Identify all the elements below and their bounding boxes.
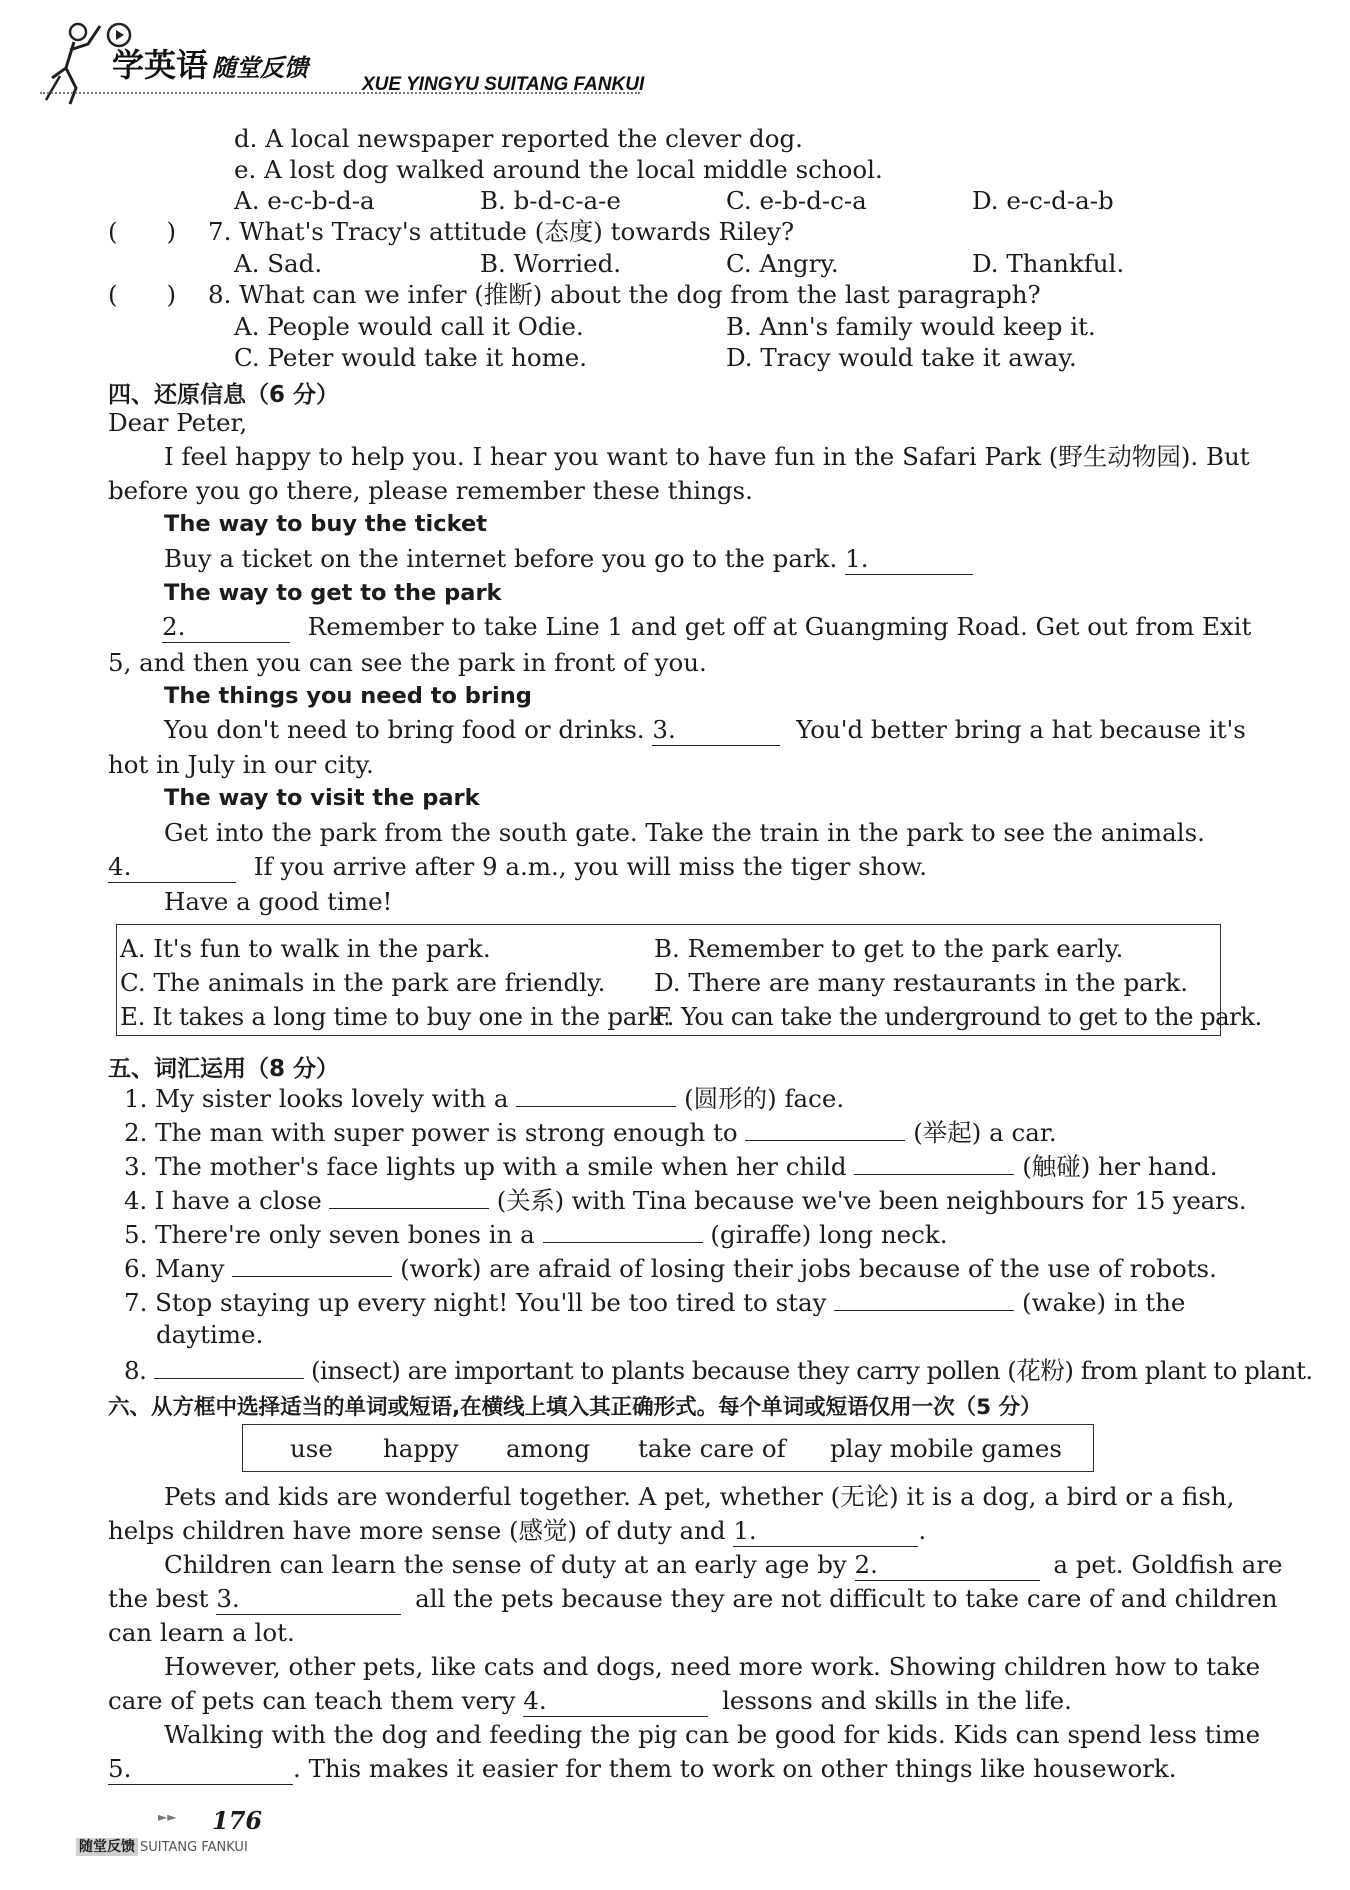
header-pinyin: XUE YINGYU SUITANG FANKUI: [362, 74, 645, 95]
s6-blank-3-label: 3.: [216, 1584, 240, 1613]
letter-closing: Have a good time!: [164, 887, 393, 916]
q6-option-d: d. A local newspaper reported the clever dog.: [234, 124, 803, 153]
s5-item-7-cont: daytime.: [156, 1320, 264, 1349]
s6-para2-line3: can learn a lot.: [108, 1618, 295, 1647]
header-title-cn: 学英语: [112, 46, 209, 84]
blank-4-3-label: 3.: [652, 715, 676, 744]
footer-brand: [76, 1836, 248, 1856]
q7-choice-d: D. Thankful.: [972, 249, 1125, 278]
s6-para4-line2: [108, 1754, 1177, 1785]
s5-item-4-pre: 4. I have a close: [124, 1186, 322, 1215]
s6-para3-text1: care of pets can teach them very: [108, 1686, 516, 1715]
s5-item-3-post: her hand.: [1098, 1152, 1218, 1181]
s6-blank-4[interactable]: [523, 1686, 708, 1717]
word-bank-happy: happy: [383, 1434, 459, 1463]
things-bring-line2: hot in July in our city.: [108, 750, 374, 779]
s4-option-b: B. Remember to get to the park early.: [654, 934, 1124, 963]
s5-item-8: [124, 1354, 1313, 1386]
s5-item-8-pre: 8.: [124, 1356, 147, 1385]
subheading-get-to-park: The way to get to the park: [164, 580, 502, 606]
page-header: [40, 18, 660, 108]
s5-blank-5[interactable]: [543, 1218, 703, 1243]
s6-para4-line1: Walking with the dog and feeding the pig can be good for kids. Kids can spend less time: [164, 1720, 1261, 1749]
s6-blank-2[interactable]: [855, 1550, 1040, 1581]
q7-choice-c: C. Angry.: [726, 249, 839, 278]
s6-para2-line2: [108, 1584, 1277, 1615]
s6-period-1: .: [918, 1516, 927, 1545]
s5-item-1-post: face.: [784, 1084, 845, 1113]
s6-para2-text2: a pet. Goldfish are: [1053, 1550, 1283, 1579]
s5-item-1: [124, 1082, 844, 1114]
s5-item-8-hint: (insect): [310, 1356, 401, 1385]
s6-para2-line1: [164, 1550, 1282, 1581]
runner-logo-icon: [40, 18, 110, 110]
blank-4-1-label: 1.: [845, 544, 869, 573]
subheading-visit-park: The way to visit the park: [164, 785, 480, 811]
s6-para1-text: helps children have more sense (感觉) of duty and: [108, 1516, 726, 1545]
q8-choice-a: A. People would call it Odie.: [234, 312, 584, 341]
subheading-things-bring: The things you need to bring: [164, 683, 532, 709]
s5-item-7-hint: (wake): [1022, 1288, 1107, 1317]
s5-item-6-hint: (work): [400, 1254, 482, 1283]
get-to-park-line1: [162, 612, 1251, 643]
things-bring-text2: You'd better bring a hat because it's: [796, 715, 1246, 744]
s6-para2-text1: Children can learn the sense of duty at an early age by: [164, 1550, 847, 1579]
things-bring-line1: [164, 715, 1246, 746]
blank-4-2[interactable]: [162, 612, 290, 643]
s5-blank-6[interactable]: [232, 1252, 392, 1277]
s4-option-c: C. The animals in the park are friendly.: [120, 968, 606, 997]
s6-para2-text4: all the pets because they are not difficult to take care of and children: [415, 1584, 1278, 1613]
s6-blank-1-label: 1.: [733, 1516, 757, 1545]
s6-para1-line1: Pets and kids are wonderful together. A pet, whether (无论) it is a dog, a bird or a fish,: [164, 1482, 1235, 1511]
q6-option-e: e. A lost dog walked around the local middle school.: [234, 155, 883, 184]
s5-item-2-hint: (举起): [913, 1118, 982, 1147]
word-bank-among: among: [506, 1434, 591, 1463]
visit-park-text2: If you arrive after 9 a.m., you will miss the tiger show.: [253, 852, 928, 881]
word-bank-use: use: [290, 1434, 333, 1463]
letter-para1-line1: I feel happy to help you. I hear you want to have fun in the Safari Park (野生动物园). But: [164, 442, 1250, 471]
q7-answer-paren[interactable]: ( ): [108, 217, 177, 246]
blank-4-4[interactable]: [108, 852, 236, 883]
blank-4-1[interactable]: [845, 544, 973, 575]
s6-para3-text2: lessons and skills in the life.: [722, 1686, 1072, 1715]
word-bank-take-care-of: take care of: [638, 1434, 786, 1463]
s5-item-1-pre: 1. My sister looks lovely with a: [124, 1084, 509, 1113]
s5-blank-1[interactable]: [516, 1082, 676, 1107]
s5-item-2-post: a car.: [989, 1118, 1057, 1147]
s4-option-e: E. It takes a long time to buy one in the park.: [120, 1002, 671, 1031]
s5-item-5-pre: 5. There're only seven bones in a: [124, 1220, 535, 1249]
s5-item-4: [124, 1184, 1247, 1216]
q6-choice-d: D. e-c-d-a-b: [972, 186, 1114, 215]
letter-para1-line2: before you go there, please remember these things.: [108, 476, 753, 505]
s5-blank-2[interactable]: [745, 1116, 905, 1141]
s5-item-5: [124, 1218, 948, 1250]
s5-item-3: [124, 1150, 1218, 1182]
header-title-sub: 随堂反馈: [212, 54, 309, 82]
s5-item-4-hint: (关系): [496, 1186, 565, 1215]
letter-greeting: Dear Peter,: [108, 408, 248, 437]
q6-choice-c: C. e-b-d-c-a: [726, 186, 867, 215]
header-divider: [40, 92, 640, 94]
s5-item-7: [124, 1286, 1185, 1318]
footer-brand-en: SUITANG FANKUI: [140, 1840, 248, 1855]
get-to-park-line2: 5, and then you can see the park in front of you.: [108, 648, 707, 677]
s6-para4-text: . This makes it easier for them to work on other things like housework.: [293, 1754, 1177, 1783]
s5-item-7-pre: 7. Stop staying up every night! You'll be too tired to stay: [124, 1288, 827, 1317]
s6-para3-line2: [108, 1686, 1072, 1717]
visit-park-line1: Get into the park from the south gate. Take the train in the park to see the animals.: [164, 818, 1205, 847]
q8-choice-d: D. Tracy would take it away.: [726, 343, 1077, 372]
blank-4-3[interactable]: [652, 715, 780, 746]
section5-title: 五、词汇运用（8 分）: [108, 1056, 340, 1082]
s5-item-6-pre: 6. Many: [124, 1254, 225, 1283]
q7-stem: 7. What's Tracy's attitude (态度) towards Riley?: [208, 217, 795, 246]
q8-stem: 8. What can we infer (推断) about the dog from the last paragraph?: [208, 280, 1041, 309]
q6-choice-b: B. b-d-c-a-e: [480, 186, 621, 215]
s6-blank-5-label: 5.: [108, 1754, 132, 1783]
subheading-ticket: The way to buy the ticket: [164, 511, 487, 537]
q7-choice-b: B. Worried.: [480, 249, 622, 278]
q8-choice-c: C. Peter would take it home.: [234, 343, 588, 372]
q8-answer-paren[interactable]: ( ): [108, 280, 177, 309]
s5-item-6: [124, 1252, 1217, 1284]
s5-blank-3[interactable]: [854, 1150, 1014, 1175]
blank-4-4-label: 4.: [108, 852, 132, 881]
s5-item-3-hint: (触碰): [1022, 1152, 1091, 1181]
s5-item-3-pre: 3. The mother's face lights up with a smile when her child: [124, 1152, 847, 1181]
s6-para3-line1: However, other pets, like cats and dogs, need more work. Showing children how to take: [164, 1652, 1261, 1681]
section6-title: 六、从方框中选择适当的单词或短语,在横线上填入其正确形式。每个单词或短语仅用一次（5 分）: [108, 1395, 1042, 1420]
q7-choice-a: A. Sad.: [234, 249, 323, 278]
s6-blank-5[interactable]: [108, 1754, 293, 1785]
q8-choice-b: B. Ann's family would keep it.: [726, 312, 1096, 341]
s5-item-4-post: with Tina because we've been neighbours for 15 years.: [571, 1186, 1247, 1215]
s6-blank-1[interactable]: [733, 1516, 918, 1547]
ticket-text: Buy a ticket on the internet before you go to the park.: [164, 544, 838, 573]
s5-item-7-post: in the: [1113, 1288, 1186, 1317]
s5-item-5-hint: (giraffe): [710, 1220, 812, 1249]
ticket-line: [164, 544, 973, 575]
s5-item-2: [124, 1116, 1057, 1148]
page-number: 176: [212, 1806, 263, 1835]
s5-item-1-hint: (圆形的): [684, 1084, 777, 1113]
s5-blank-4[interactable]: [329, 1184, 489, 1209]
s5-item-2-pre: 2. The man with super power is strong enough to: [124, 1118, 738, 1147]
header-title: [112, 40, 308, 86]
s5-item-6-post: are afraid of losing their jobs because of the use of robots.: [489, 1254, 1217, 1283]
section4-title: 四、还原信息（6 分）: [108, 382, 340, 408]
footer-brand-cn: 随堂反馈: [76, 1838, 138, 1856]
s5-blank-7[interactable]: [834, 1286, 1014, 1311]
s5-item-5-post: long neck.: [819, 1220, 948, 1249]
s6-blank-3[interactable]: [216, 1584, 401, 1615]
s4-option-f: F. You can take the underground to get to the park.: [654, 1002, 1262, 1031]
footer-arrow-icon: ►►: [158, 1810, 177, 1824]
word-bank-play-mobile-games: play mobile games: [830, 1434, 1062, 1463]
s4-option-a: A. It's fun to walk in the park.: [120, 934, 491, 963]
s6-blank-4-label: 4.: [523, 1686, 547, 1715]
s6-blank-2-label: 2.: [854, 1550, 878, 1579]
s6-para2-text3: the best: [108, 1584, 209, 1613]
s5-item-8-post: are important to plants because they carry pollen (花粉) from plant to plant.: [407, 1356, 1313, 1385]
blank-4-2-label: 2.: [162, 612, 186, 641]
s6-para1-line2: [108, 1516, 926, 1547]
get-to-park-text1: Remember to take Line 1 and get off at Guangming Road. Get out from Exit: [307, 612, 1252, 641]
things-bring-text1: You don't need to bring food or drinks.: [164, 715, 645, 744]
visit-park-line2: [108, 852, 927, 883]
s5-blank-8[interactable]: [154, 1354, 304, 1379]
s4-option-d: D. There are many restaurants in the park.: [654, 968, 1189, 997]
q6-choice-a: A. e-c-b-d-a: [234, 186, 375, 215]
